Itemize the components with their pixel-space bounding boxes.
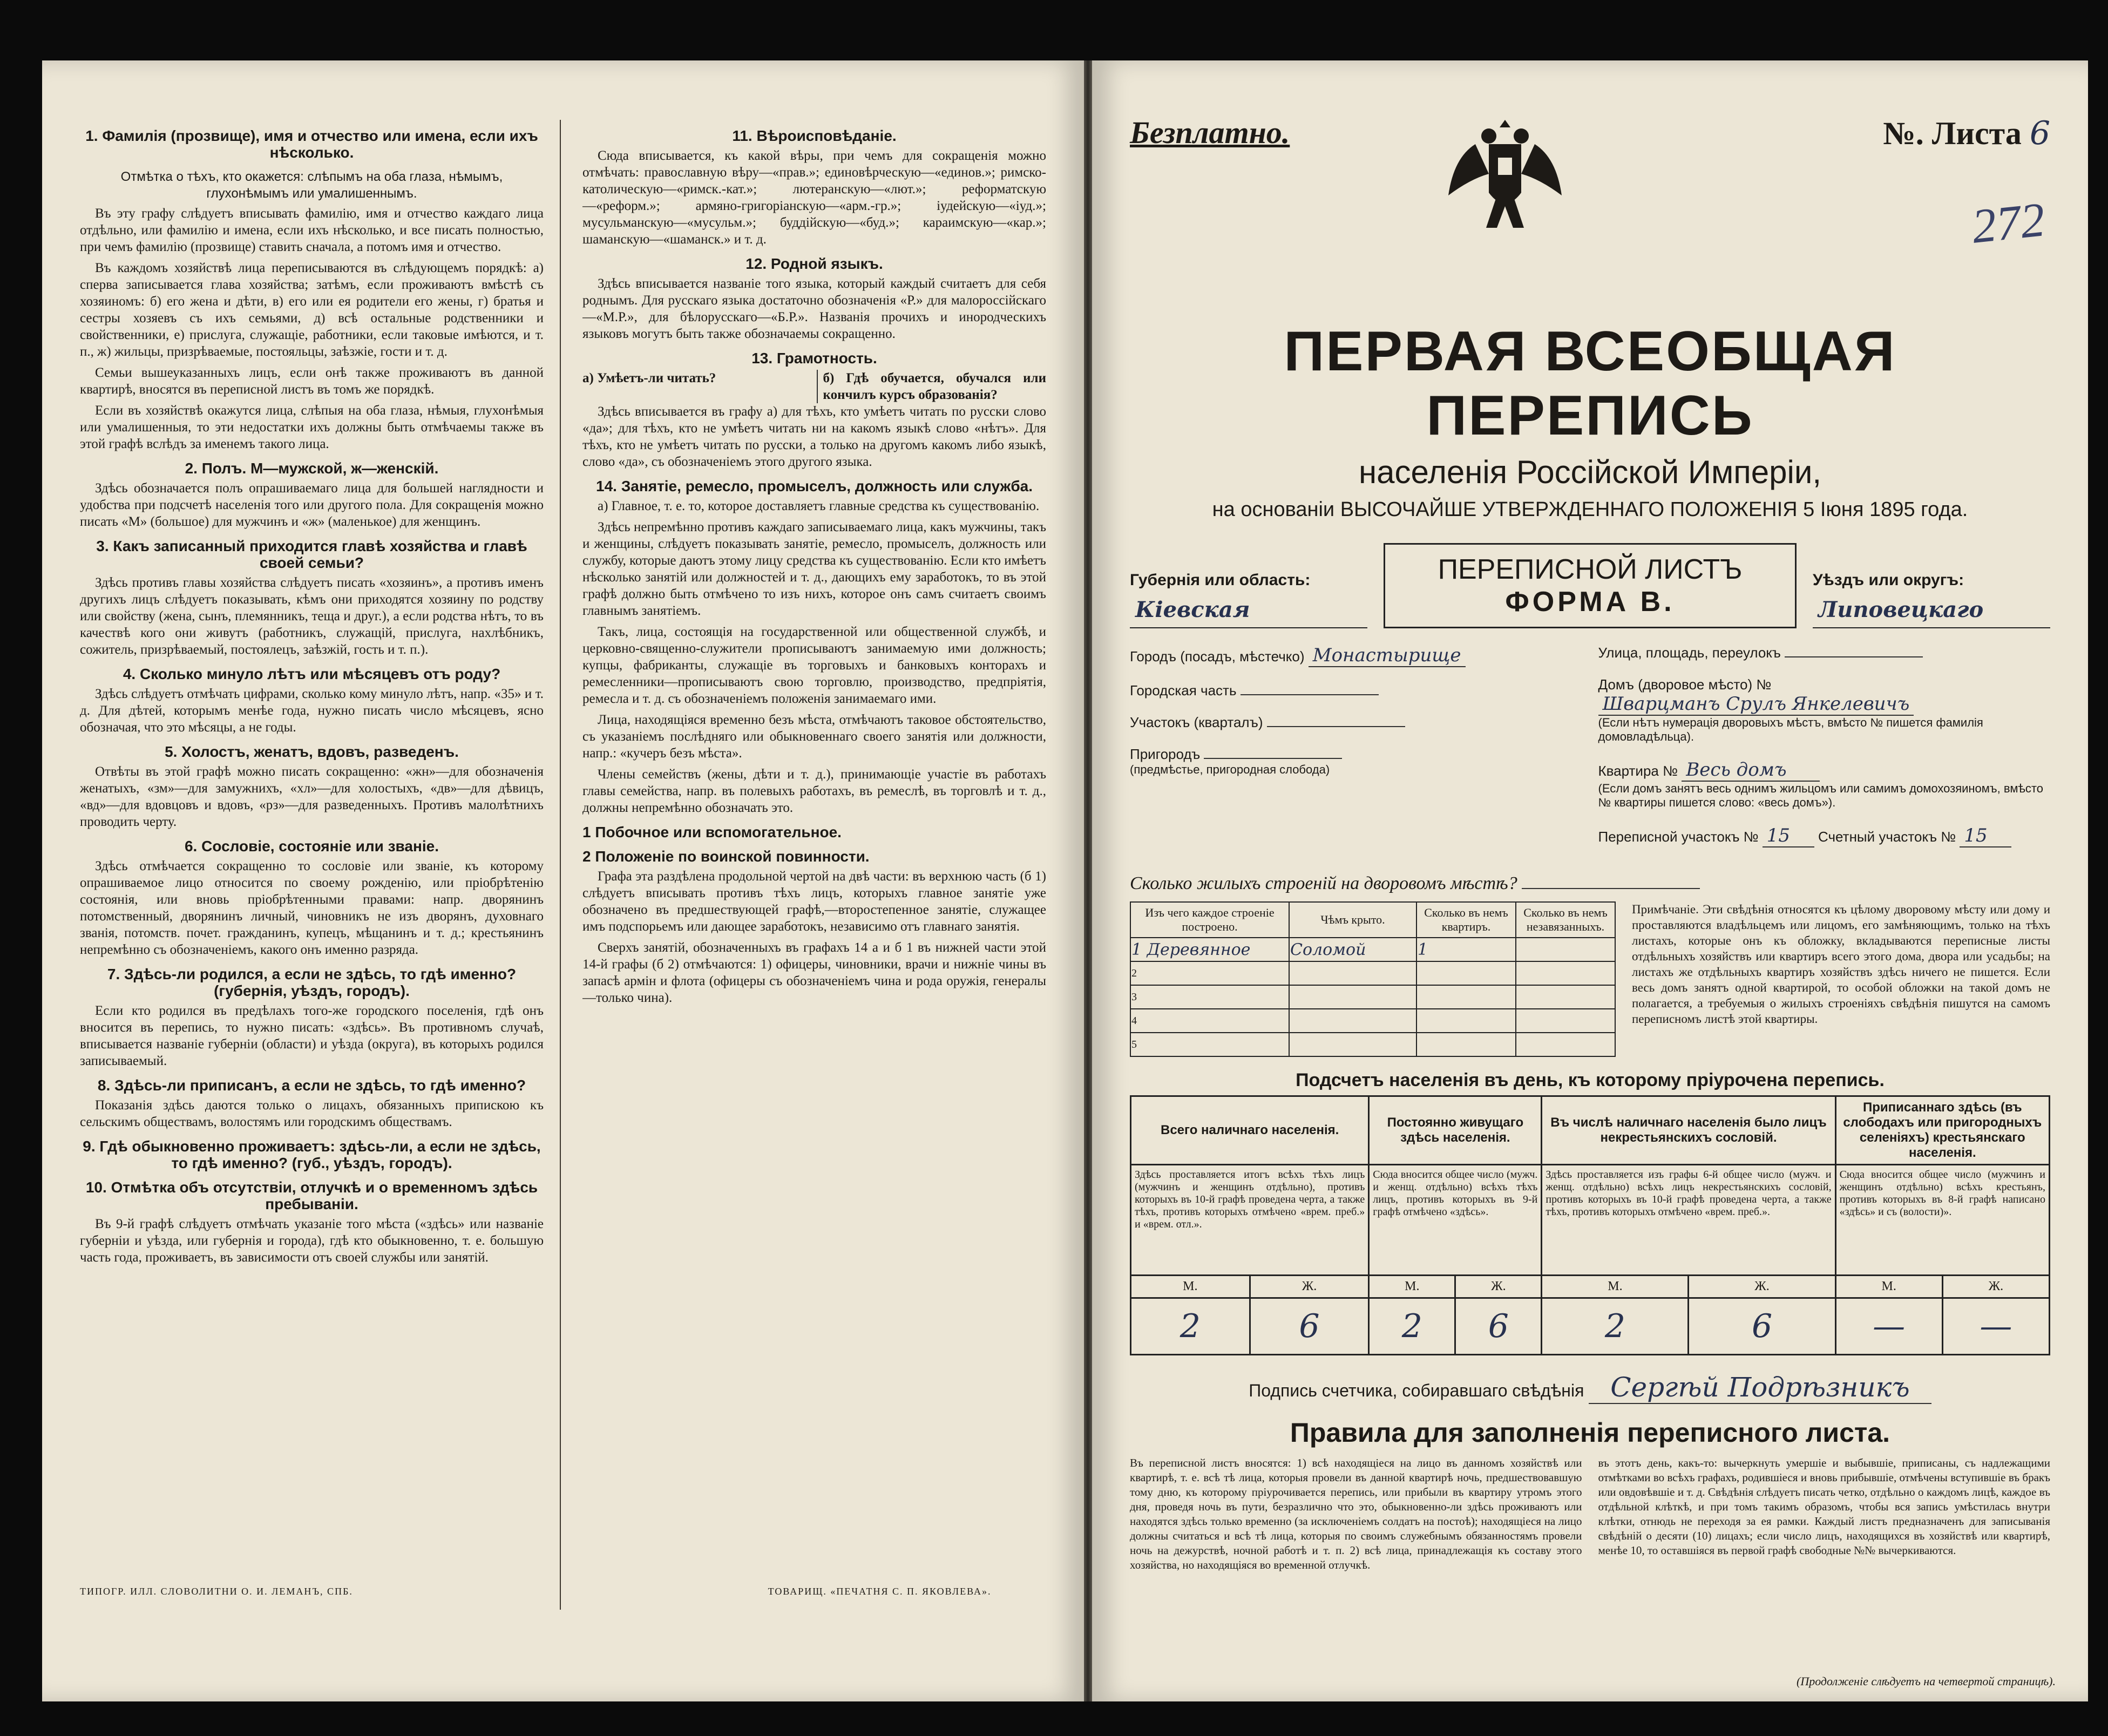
building-empty <box>1516 961 1615 985</box>
paragraph: Въ 9-й графѣ слѣдуетъ отмѣчать указаніе того мѣста («здѣсь» или названіе губерніи и уѣзда, или губернія и города), гдѣ кто обыкновенно, т. е. большую часть года, проживаетъ, въ зависимости отъ своей службы или занятій. <box>80 1217 544 1265</box>
gorod-label: Городъ (посадъ, мѣстечко) <box>1130 648 1305 664</box>
literacy-subhead-b: б) Гдѣ обучается, обучался или кончилъ курсъ образованія? <box>817 370 1047 403</box>
male-column-label: М. <box>1835 1276 1942 1298</box>
paragraph: Показанія здѣсь даются только о лицахъ, обязанныхъ припискою къ сельскимъ обществамъ, волостямъ или городскимъ обществамъ. <box>80 1098 544 1129</box>
buildings-header-row <box>1130 902 1615 938</box>
section-heading: 2. Полъ. М—мужской, ж—женскій. <box>185 460 439 477</box>
count-value: 2 <box>1131 1298 1250 1355</box>
sheet-number-label: №. Листа <box>1883 116 2022 151</box>
book-spread <box>42 60 2088 1701</box>
count-sex-row <box>1131 1276 2050 1298</box>
count-value: 6 <box>1689 1298 1835 1355</box>
section-heading: 3. Какъ записанный приходится главѣ хозяйства и главѣ своей семьи? <box>96 538 527 571</box>
region-row <box>1130 543 2050 628</box>
left-column-1 <box>80 120 561 1610</box>
material-value: Деревянное <box>1147 940 1251 959</box>
form-title-box <box>1384 543 1797 628</box>
buildings-header: Сколько въ немъ незавязанныхъ. <box>1516 902 1615 938</box>
buildings-header: Изъ чего каждое строеніе построено. <box>1130 902 1289 938</box>
kvartira-label: Квартира № <box>1598 763 1678 779</box>
schet-uchastok-value: 15 <box>1960 825 2011 847</box>
gorod-value: Монастырище <box>1309 645 1466 667</box>
population-count-table <box>1130 1095 2050 1355</box>
paragraph: Если кто родился въ предѣлахъ того-же городского поселенія, гдѣ онъ вносится въ перепись, то нужно писать: «здѣсь». Въ противномъ случаѣ, вписывается названіе губерніи (области) и уѣзда (округа), въ которыхъ родился записываемый. <box>80 1003 544 1068</box>
section-heading: 4. Сколько минуло лѣтъ или мѣсяцевъ отъ роду? <box>123 666 501 682</box>
kvartira-field <box>1598 759 2051 810</box>
section-heading: 9. Гдѣ обыкновенно проживаетъ: здѣсь-ли, а если не здѣсь, то гдѣ именно? (губ., уѣздъ, городъ). <box>83 1138 541 1171</box>
building-roof <box>1289 985 1416 1009</box>
count-explanation: Здѣсь проставляется итогъ всѣхъ тѣхъ лицъ (мужчинъ и женщинъ отдѣльно), противъ которыхъ въ 10-й графѣ проведена черта, а также тѣхъ, противъ которыхъ отмѣчено «врем. преб.» и «врем. отл.». <box>1131 1165 1369 1276</box>
paragraph: Если въ хозяйствѣ окажутся лица, слѣпыя на оба глаза, нѣмыя, глухонѣмыя или умалишенныя, то эти недостатки ихъ должны быть отмѣчаемы также въ этой графѣ вслѣдъ за именемъ такого лица. <box>80 403 544 451</box>
dom-label: Домъ (дворовое мѣсто) № <box>1598 676 1772 693</box>
building-empty <box>1516 938 1615 961</box>
count-values-row <box>1131 1298 2050 1355</box>
paragraph: Здѣсь непремѣнно противъ каждаго записываемаго лица, какъ мужчины, такъ и женщины, слѣдуетъ показывать занятіе, ремесло, промыселъ, должность или службу, которые даютъ этому лицу средства къ существованію. Если кто имѣетъ нѣсколько занятій или должностей и т. д., дающихъ ему заработокъ, то въ этой графѣ должно быть отмѣчено то изъ нихъ, которое онъ самъ считаетъ своимъ главнымъ занятіемъ. <box>582 520 1046 618</box>
gubernia-field <box>1130 571 1367 628</box>
male-column-label: М. <box>1131 1276 1250 1298</box>
count-value: 2 <box>1369 1298 1455 1355</box>
dom-note: (Если нѣтъ нумерація дворовыхъ мѣстъ, вмѣсто № пишется фамилія домовладѣльца). <box>1598 716 1983 743</box>
form-type: ФОРМА В. <box>1505 586 1675 618</box>
rules-title: Правила для заполненія переписного листа. <box>1290 1418 1890 1448</box>
section-heading: 1. Фамилія (прозвище), имя и отчество или имена, если ихъ нѣсколько. <box>85 127 538 161</box>
paragraph: Такъ, лица, состоящія на государственной или общественной службѣ, и церковно-священно-служители прописываютъ занимаемую ими должность; купцы, фабриканты, служащіе въ торговыхъ и банковыхъ конторахъ и ремесленники—прописываютъ свою торговлю, производство, предпріятія, ремесла и т. д. съ обозначеніемъ положенія занимаемаго ими. <box>582 625 1046 706</box>
table-row <box>1130 1033 1615 1056</box>
table-row <box>1130 985 1615 1009</box>
prigorod-note: (предмѣстье, пригородная слобода) <box>1130 763 1330 776</box>
section-heading: 8. Здѣсь-ли приписанъ, а если не здѣсь, то гдѣ именно? <box>97 1077 526 1094</box>
paragraph: Въ эту графу слѣдуетъ вписывать фамилію, имя и отчество каждаго лица отдѣльно, или фамилію и имена, если ихъ нѣсколько, и все писать полностью, при чемъ фамилію (прозвище) ставить сначала, а потомъ имя и отчество. <box>80 206 544 254</box>
building-empty <box>1516 1009 1615 1033</box>
buildings-table <box>1130 901 1616 1057</box>
rules-column-1: Въ переписной листъ вносятся: 1) всѣ находящіеся на лицо въ данномъ хозяйствѣ или квартирѣ, т. е. всѣ тѣ лица, которыя провели въ данной квартирѣ ночь, предшествовавшую тому дню, къ которому пріурочивается перепись, или прибыли въ квартиру утромъ этого дня, проведя ночь въ пути, безразлично что это, обыкновенно-ли здѣсь проживаютъ или находятся здѣсь только временно (за исключеніемъ солдатъ на постоѣ); находящіеся на лицо должны считаться и всѣ тѣ лица, которыя по своимъ служебнымъ обязанностямъ провели ночь на дежурствѣ, ночной работѣ и т. п. 2) всѣ лица, принадлежащія къ составу этого хозяйства, но находящіяся во временной отлучкѣ. <box>1130 1456 1582 1571</box>
gorod-chast-value <box>1241 694 1379 695</box>
paragraph: Графа эта раздѣлена продольной чертой на двѣ части: въ верхнюю часть (б 1) слѣдуетъ вписывать противъ тѣхъ лицъ, которыхъ главное занятіе уже обозначено въ предшествующей графѣ,—второстепенное занятіе, служащее имъ подспорьемъ или дающее заработокъ, независимо отъ главнаго занятія. <box>582 869 1046 934</box>
buildings-question-label: Сколько жилыхъ строеній на дворовомъ мѣстѣ? <box>1130 873 1517 893</box>
section-heading: 13. Грамотность. <box>751 350 877 367</box>
row-number: 3 <box>1130 985 1289 1009</box>
uchastok-field <box>1130 714 1582 731</box>
gorod-field <box>1130 645 1582 667</box>
count-value: 6 <box>1455 1298 1542 1355</box>
section-subheading: Отмѣтка о тѣхъ, кто окажется: слѣпымъ на оба глаза, нѣмымъ, глухонѣмымъ или умалишеннымъ. <box>120 169 503 201</box>
uchastki-field <box>1598 825 2051 847</box>
buildings-section <box>1130 901 2050 1057</box>
literacy-subheads <box>582 370 1046 403</box>
census-title: ПЕРВАЯ ВСЕОБЩАЯ ПЕРЕПИСЬ <box>1284 320 1896 447</box>
building-material <box>1130 938 1289 961</box>
signature-value: Сергѣй Подрѣзникъ <box>1589 1372 1931 1404</box>
count-value: — <box>1942 1298 2049 1355</box>
sheet-number-value: 6 <box>2029 114 2050 152</box>
paragraph: Семьи вышеуказанныхъ лицъ, если онѣ также проживаютъ въ данной квартирѣ, вносятся въ переписной листъ въ томъ же порядкѣ. <box>80 365 544 397</box>
paragraph: Отвѣты въ этой графѣ можно писать сокращенно: «жн»—для обозначенія женатыхъ, «зм»—для замужнихъ, «хл»—для холостыхъ, «дв»—для дѣвицъ, «вд»—для вдовцовъ и вдовъ, «рз»—для разведенныхъ. Противъ малолѣтнихъ проводить черту. <box>80 764 544 829</box>
count-explanation: Сюда вносится общее число (мужчинъ и женщинъ отдѣльно) всѣхъ крестьянъ, противъ которыхъ въ 8-й графѣ написано «здѣсь» и съ (волости)». <box>1835 1165 2049 1276</box>
literacy-subhead-a: а) Умѣетъ-ли читать? <box>582 371 716 385</box>
section-heading: 7. Здѣсь-ли родился, а если не здѣсь, то гдѣ именно? (губернія, уѣздъ, городъ). <box>107 966 517 999</box>
schet-uchastok-label: Счетный участокъ № <box>1818 829 1956 845</box>
table-row <box>1130 961 1615 985</box>
building-apartments: 1 <box>1416 938 1516 961</box>
paragraph: Здѣсь вписывается названіе того языка, который каждый считаетъ для себя роднымъ. Для русскаго языка достаточно обозначенія «Р.» для малороссійскаго—«М.Р.», для бѣлорусскаго—«Б.Р.». Названія прочихъ и инородческихъ языковъ могутъ быть также обозначаемы сокращенно. <box>582 276 1046 341</box>
ulitsa-value <box>1785 656 1923 657</box>
gorod-chast-field <box>1130 682 1582 699</box>
section-heading: 14. Занятіе, ремесло, промыселъ, должность или служба. <box>596 478 1033 494</box>
paragraph: Сверхъ занятій, обозначенныхъ въ графахъ 14 а и б 1 въ нижней части этой 14-й графы (б 2) отмѣчаются: 1) офицеры, чиновники, врачи и нижніе чины въ запасѣ армін и флота (офицеры съ обозначеніемъ чина и рода оружія, генералы—только чина). <box>582 940 1046 1005</box>
census-basis: на основаніи ВЫСОЧАЙШЕ УТВЕРЖДЕННАГО ПОЛОЖЕНІЯ 5 Іюня 1895 года. <box>1212 498 1968 521</box>
row-number: 2 <box>1130 961 1289 985</box>
signature-label: Подпись счетчика, собиравшаго свѣдѣнія <box>1249 1381 1584 1400</box>
male-column-label: М. <box>1542 1276 1689 1298</box>
dom-field <box>1598 676 2051 744</box>
paragraph: Здѣсь слѣдуетъ отмѣчать цифрами, сколько кому минуло лѣтъ, напр. «35» и т. д. Для дѣтей, которымъ менѣе года, нужно писать число мѣсяцевъ, ясно обозначая, что это мѣсяцы, а не годы. <box>80 687 544 735</box>
building-roof <box>1289 961 1416 985</box>
enumerator-signature <box>1130 1372 2050 1403</box>
building-empty <box>1516 985 1615 1009</box>
form-title: ПЕРЕПИСНОЙ ЛИСТЪ <box>1438 554 1743 585</box>
buildings-question-value <box>1522 888 1700 889</box>
buildings-header: Чѣмъ крыто. <box>1289 902 1416 938</box>
kvartira-note: (Если домъ занятъ весь однимъ жильцомъ или самимъ домохозяиномъ, вмѣсто № квартиры пишется слово: «весь домъ»). <box>1598 782 2043 809</box>
building-roof <box>1289 1009 1416 1033</box>
table-row <box>1130 938 1615 961</box>
paragraph: Въ каждомъ хозяйствѣ лица переписываются въ слѣдующемъ порядкѣ: а) сперва записывается глава хозяйства; затѣмъ, если проживаютъ вмѣстѣ съ хозяиномъ: б) его жена и дѣти, в) его или ея родители его жены, г) братья и сестры хозяевъ съ ихъ семьями, д) всѣ остальные родственники и свойственники, е) прислуга, служащіе, работники, если таковые имѣются, и т. п., ж) жильцы, призрѣваемые, постояльцы, заѣзжіе, гости и т. д. <box>80 261 544 359</box>
rules-columns <box>1130 1456 2050 1701</box>
building-apartments <box>1416 1009 1516 1033</box>
row-number: 4 <box>1130 1009 1289 1033</box>
count-header: Всего наличнаго населенія. <box>1131 1096 1369 1165</box>
female-column-label: Ж. <box>1942 1276 2049 1298</box>
header-row <box>1130 114 2050 179</box>
female-column-label: Ж. <box>1689 1276 1835 1298</box>
section-heading: 1 Побочное или вспомогательное. <box>582 824 842 840</box>
row-number: 1 <box>1131 940 1142 959</box>
double-headed-eagle-emblem <box>1438 114 1572 239</box>
building-roof: Соломой <box>1289 938 1416 961</box>
paragraph: Сюда вписывается, къ какой вѣры, при чемъ для сокращенія можно отмѣчать: православную вѣру—«прав.»; единовѣрческую—«единов.»; римско-католическую—«римск.-кат.»; лютеранскую—«лют.»; реформатскую—«реформ.»; армяно-григоріанскую—«арм.-гр.»; іудейскую—«іуд.»; мусульманскую—«мусульм.»; буддійскую—«буд.»; караимскую—«кар.»; шаманскую—«шаманск.» и т. д. <box>582 148 1046 247</box>
uezd-label: Уѣздъ или округъ: <box>1813 571 1964 589</box>
section-heading: 5. Холостъ, женатъ, вдовъ, разведенъ. <box>165 743 459 760</box>
count-value: — <box>1835 1298 1942 1355</box>
perepis-uchastok-label: Переписной участокъ № <box>1598 829 1759 845</box>
left-column-2 <box>582 120 1046 1610</box>
address-left <box>1130 645 1582 863</box>
paragraph: Здѣсь вписывается въ графу а) для тѣхъ, кто умѣетъ читать по русски слово «да»; для тѣхъ, кто не умѣетъ читать ни на какомъ языкѣ слово «нѣтъ». Для тѣхъ, кто не умѣетъ читать по русски, а только на другомъ какомъ либо языкѣ, слово «да», съ обозначеніемъ этого другого языка. <box>582 404 1046 469</box>
building-empty <box>1516 1033 1615 1056</box>
count-header: Приписаннаго здѣсь (въ слободахъ или пригородныхъ селеніяхъ) крестьянскаго населенія. <box>1835 1096 2049 1165</box>
section-heading: 12. Родной языкъ. <box>745 255 883 272</box>
building-apartments <box>1416 1033 1516 1056</box>
building-apartments <box>1416 961 1516 985</box>
uezd-value: Липовецкаго <box>1813 595 2050 628</box>
population-count-title: Подсчетъ населенія въ день, къ которому пріурочена перепись. <box>1296 1070 1885 1090</box>
gubernia-value: Кіевская <box>1130 595 1367 628</box>
buildings-header: Сколько въ немъ квартиръ. <box>1416 902 1516 938</box>
prigorod-field <box>1130 746 1582 777</box>
census-subtitle: населенія Россійской Имперіи, <box>1358 454 1822 490</box>
paragraph: Лица, находящіяся временно безъ мѣста, отмѣчаютъ таковое обстоятельство, съ указаніемъ послѣдняго или обыкновеннаго своего занятія или должности, напр.: «кучеръ безъ мѣста». <box>582 713 1046 761</box>
ulitsa-field <box>1598 645 2051 661</box>
right-page <box>1092 60 2088 1701</box>
table-row <box>1130 1009 1615 1033</box>
printer-imprint: ТИПОГР. ИЛЛ. СЛОВОЛИТНИ О. И. ЛЕМАНЪ, СПБ. <box>80 1586 353 1597</box>
prigorod-label: Пригородъ <box>1130 746 1201 762</box>
buildings-question <box>1130 873 2050 894</box>
rules-column-2: въ этотъ день, какъ-то: вычеркнуть умершіе и выбывшіе, приписаны, съ надлежащими отмѣтками во всѣхъ графахъ, родившіеся и вновь прибывшіе, отмѣчены вступившіе въ бракъ или овдовѣвшіе и т. д. Свѣдѣнія слѣдуетъ писать четко, отдѣльно о каждомъ лицѣ, каждое въ отдѣльной клѣткѣ, и при томъ такимъ образомъ, чтобы вся запись умѣстилась внутри клѣтки, отнюдь не переходя за ея рамки. Каждый листъ предназначенъ для записыванія свѣдѣній о десяти (10) лицахъ; если число лицъ, находящихся въ хозяйствѣ или квартирѣ, менѣе 10, то оставшіяся въ первой графѣ свободные №№ вычеркиваются. <box>1598 1456 2050 1557</box>
gubernia-label: Губернія или область: <box>1130 571 1311 589</box>
printer-imprint-2: ТОВАРИЩ. «ПЕЧАТНЯ С. П. ЯКОВЛЕВА». <box>768 1586 992 1597</box>
prigorod-value <box>1204 758 1342 759</box>
gorod-chast-label: Городская часть <box>1130 682 1237 699</box>
address-right <box>1598 645 2051 863</box>
building-apartments <box>1416 985 1516 1009</box>
perepis-uchastok-value: 15 <box>1763 825 1814 847</box>
ulitsa-label: Улица, площадь, переулокъ <box>1598 645 1781 661</box>
buildings-note: Примѣчаніе. Эти свѣдѣнія относятся къ цѣлому дворовому мѣсту или дому и проставляются владѣльцемъ или лицомъ, его замѣняющимъ, только на тѣхъ листахъ, которые онъ къ обложку, вкладываются переписные листы отдѣльныхъ хозяйствъ или квартиръ всего этого дома, двора или усадьбы; на листахъ же отдѣльныхъ квартиръ хозяйствъ здѣсь ничего не пишется. Если весь домъ занятъ одной квартирой, то особой обложки на такой домъ не полагается, а требуемыя о жилыхъ строеніяхъ свѣдѣнія пишутся на самомъ переписномъ листѣ этой квартиры. <box>1632 903 2050 1026</box>
count-header-row <box>1131 1096 2050 1165</box>
paragraph: Здѣсь обозначается полъ опрашиваемаго лица для большей наглядности и удобства при подсчетѣ населенія того или другого пола. Для сокращенія можно писать «М» (большое) для мужчинъ и «ж» (маленькое) для женщинъ. <box>80 481 544 529</box>
paragraph: а) Главное, т. е. то, которое доставляетъ главные средства къ существованію. <box>598 499 1040 513</box>
dom-value: Шварцманъ Срулъ Янкелевичъ <box>1598 693 1914 716</box>
uchastok-label: Участокъ (кварталъ) <box>1130 714 1263 730</box>
section-heading: 10. Отмѣтка объ отсутствіи, отлучкѣ и о временномъ здѣсь пребываніи. <box>85 1179 538 1212</box>
count-header: Въ числѣ наличнаго населенія было лицъ некрестьянскихъ сословій. <box>1542 1096 1835 1165</box>
count-explanation: Здѣсь проставляется изъ графы 6-й общее число (мужч. и женщ. отдѣльно) всѣхъ лицъ некрестьянскихъ сословій, противъ которыхъ въ 10-й графѣ проведена черта, а также тѣхъ, противъ которыхъ отмѣчено «врем. преб.». <box>1542 1165 1835 1276</box>
female-column-label: Ж. <box>1455 1276 1542 1298</box>
female-column-label: Ж. <box>1250 1276 1369 1298</box>
count-explanation: Сюда вносится общее число (мужч. и женщ. отдѣльно) всѣхъ тѣхъ лицъ, противъ которыхъ въ 9-й графѣ отмѣчено «здѣсь». <box>1369 1165 1542 1276</box>
paragraph: Здѣсь отмѣчается сокращенно то сословіе или званіе, къ которому опрашиваемое лицо относится по своему рожденію, или пріобрѣтенію состоянія, или вновь пріобрѣтенными правами: напр. дворянинъ потомственный, дворянинъ личный, чиновникъ не изъ дворянъ, духовнаго званія, потомств. почет. гражданинъ, купецъ, мѣщанинъ и т. д.; крестьянинъ непремѣнно съ обозначеніемъ, какого онъ именно разряда. <box>80 859 544 957</box>
male-column-label: М. <box>1369 1276 1455 1298</box>
paragraph: Члены семействъ (жены, дѣти и т. д.), принимающіе участіе въ работахъ главы семейства, напр. въ полевыхъ работахъ, въ ремеслѣ, въ торговлѣ и т. д., должны непремѣнно обозначать это. <box>582 767 1046 815</box>
continuation-note: (Продолженіе слѣдуетъ на четвертой страницѣ). <box>1797 1674 2056 1688</box>
count-explanation-row <box>1131 1165 2050 1276</box>
free-label: Безплатно. <box>1130 115 1290 150</box>
paragraph: Здѣсь противъ главы хозяйства слѣдуетъ писать «хозяинъ», а противъ именъ другихъ лицъ слѣдуетъ показывать, кѣмъ они приходятся хозяину по родству или свойству (жена, сынъ, племянникъ, теща и друг.), а если родства нѣтъ, то въ качествѣ кого они живутъ (работникъ, служащій, прислуга, нахлѣбникъ, сожитель, призрѣваемый, постоялецъ, заѣзжій, гость и т. п.). <box>80 575 544 657</box>
left-page <box>42 60 1084 1701</box>
row-number: 5 <box>1130 1033 1289 1056</box>
sheet-number <box>1883 114 2050 152</box>
address-block <box>1130 645 2050 863</box>
section-heading: 11. Вѣроисповѣданіе. <box>732 127 897 144</box>
kvartira-value: Весь домъ <box>1682 759 1820 782</box>
uchastok-value <box>1267 726 1405 727</box>
section-heading: 6. Сословіе, состояніе или званіе. <box>184 838 439 855</box>
count-header: Постоянно живущаго здѣсь населенія. <box>1369 1096 1542 1165</box>
uezd-field <box>1813 571 2050 628</box>
archive-number: 272 <box>1969 193 2048 254</box>
count-value: 6 <box>1250 1298 1369 1355</box>
section-heading: 2 Положеніе по воинской повинности. <box>582 848 870 865</box>
building-roof <box>1289 1033 1416 1056</box>
count-value: 2 <box>1542 1298 1689 1355</box>
